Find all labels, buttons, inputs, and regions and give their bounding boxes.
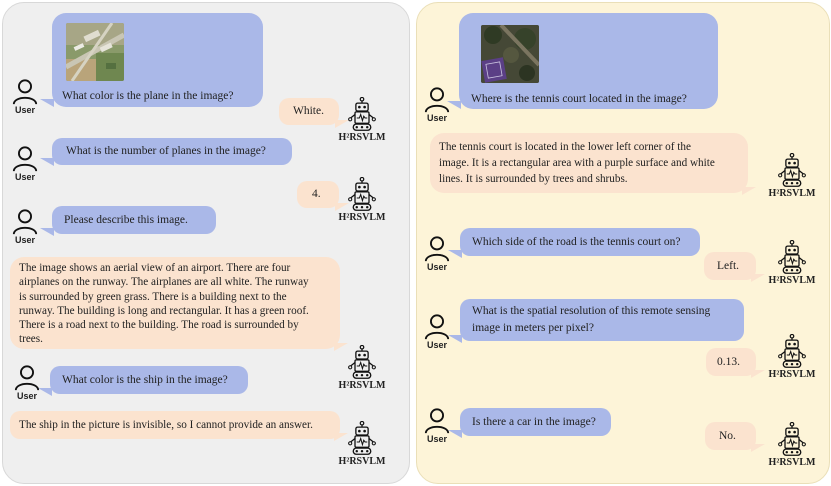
bot-label: H²RSVLM [338, 380, 386, 391]
user-icon [11, 78, 39, 106]
robot-icon [347, 177, 377, 212]
question-text: Please describe this image. [64, 214, 188, 226]
question-bubble [50, 366, 248, 394]
h2rsvlm-avatar [337, 345, 387, 391]
question-text: What is the number of planes in the image? [66, 145, 266, 157]
robot-icon [777, 153, 807, 188]
question-bubble [460, 408, 611, 436]
question-bubble [52, 13, 263, 107]
answer-bubble [10, 257, 340, 349]
bot-label: H²RSVLM [768, 275, 816, 286]
user-label: User [426, 262, 447, 272]
user-label: User [14, 235, 35, 245]
question-line: What is the spatial resolution of this remote sensing [472, 305, 711, 317]
answer-bubble [706, 348, 756, 376]
bubble-tail [40, 158, 54, 166]
bubble-tail [40, 228, 54, 236]
user-avatar [12, 364, 42, 401]
user-icon [423, 313, 451, 341]
answer-bubble [279, 98, 339, 125]
question-bubble [460, 228, 700, 256]
answer-text: The ship in the picture is invisible, so I cannot provide an answer. [19, 419, 313, 431]
airport-aerial-image [66, 23, 124, 81]
question-bubble [460, 299, 744, 341]
answer-text: 4. [312, 188, 321, 200]
answer-bubble [704, 252, 756, 280]
user-label: User [14, 105, 35, 115]
robot-icon [347, 345, 377, 380]
answer-line: runway. The building is long and rectangular. It has a green roof. [19, 304, 309, 317]
answer-line: trees. [19, 333, 43, 346]
question-bubble [459, 13, 718, 109]
answer-text: 0.13. [717, 356, 740, 368]
bubble-tail [751, 274, 765, 282]
bot-label: H²RSVLM [338, 456, 386, 467]
robot-icon [347, 97, 377, 132]
user-label: User [426, 113, 447, 123]
user-avatar [422, 86, 452, 123]
robot-icon [777, 240, 807, 275]
bot-label: H²RSVLM [338, 212, 386, 223]
h2rsvlm-avatar [337, 421, 387, 467]
question-text: What color is the plane in the image? [62, 90, 234, 102]
bot-label: H²RSVLM [768, 369, 816, 380]
answer-bubble [430, 133, 748, 193]
question-text: Is there a car in the image? [472, 416, 596, 428]
answer-paragraph [19, 261, 309, 347]
question-text: Which side of the road is the tennis court on? [472, 236, 681, 248]
question-text: What color is the ship in the image? [62, 374, 228, 386]
h2rsvlm-avatar [337, 177, 387, 223]
bubble-tail [751, 444, 765, 452]
robot-icon [777, 422, 807, 457]
bot-label: H²RSVLM [338, 132, 386, 143]
answer-text: White. [293, 105, 324, 117]
user-label: User [426, 434, 447, 444]
user-avatar [10, 78, 40, 115]
user-icon [423, 86, 451, 114]
answer-bubble [297, 181, 339, 208]
h2rsvlm-avatar [767, 422, 817, 468]
robot-icon [347, 421, 377, 456]
answer-line: There is a road next to the building. The road is surrounded by [19, 319, 299, 332]
user-avatar [10, 145, 40, 182]
h2rsvlm-avatar [767, 334, 817, 380]
answer-text: Left. [717, 260, 740, 272]
answer-paragraph [439, 139, 715, 187]
user-icon [423, 407, 451, 435]
bot-label: H²RSVLM [768, 457, 816, 468]
answer-line: image. It is a rectangular area with a purple surface and white [439, 157, 715, 169]
question-line: image in meters per pixel? [472, 322, 594, 334]
user-icon [423, 235, 451, 263]
h2rsvlm-avatar [767, 153, 817, 199]
user-icon [11, 145, 39, 173]
user-avatar [422, 313, 452, 350]
user-icon [11, 208, 39, 236]
user-label: User [16, 391, 37, 401]
question-bubble [52, 138, 292, 165]
tennis-court-aerial-image [481, 25, 539, 83]
bubble-tail [742, 187, 756, 195]
answer-bubble [10, 411, 340, 439]
user-icon [13, 364, 41, 392]
answer-line: is surrounded by green grass. There is a building next to the [19, 290, 287, 303]
bubble-tail [40, 99, 54, 107]
answer-text: No. [719, 430, 736, 442]
answer-bubble [705, 422, 756, 450]
question-paragraph [472, 303, 710, 337]
user-avatar [422, 407, 452, 444]
user-label: User [426, 340, 447, 350]
bubble-tail [751, 370, 765, 378]
bot-label: H²RSVLM [768, 188, 816, 199]
user-avatar [422, 235, 452, 272]
question-bubble [52, 206, 216, 234]
question-text: Where is the tennis court located in the image? [471, 93, 687, 105]
h2rsvlm-avatar [767, 240, 817, 286]
robot-icon [777, 334, 807, 369]
answer-line: The tennis court is located in the lower left corner of the [439, 141, 691, 153]
user-avatar [10, 208, 40, 245]
answer-line: airplanes on the runway. The airplanes are all white. The runway [19, 276, 309, 289]
answer-line: The image shows an aerial view of an airport. There are four [19, 262, 291, 274]
answer-line: lines. It is surrounded by trees and shrubs. [439, 173, 628, 185]
user-label: User [14, 172, 35, 182]
h2rsvlm-avatar [337, 97, 387, 143]
